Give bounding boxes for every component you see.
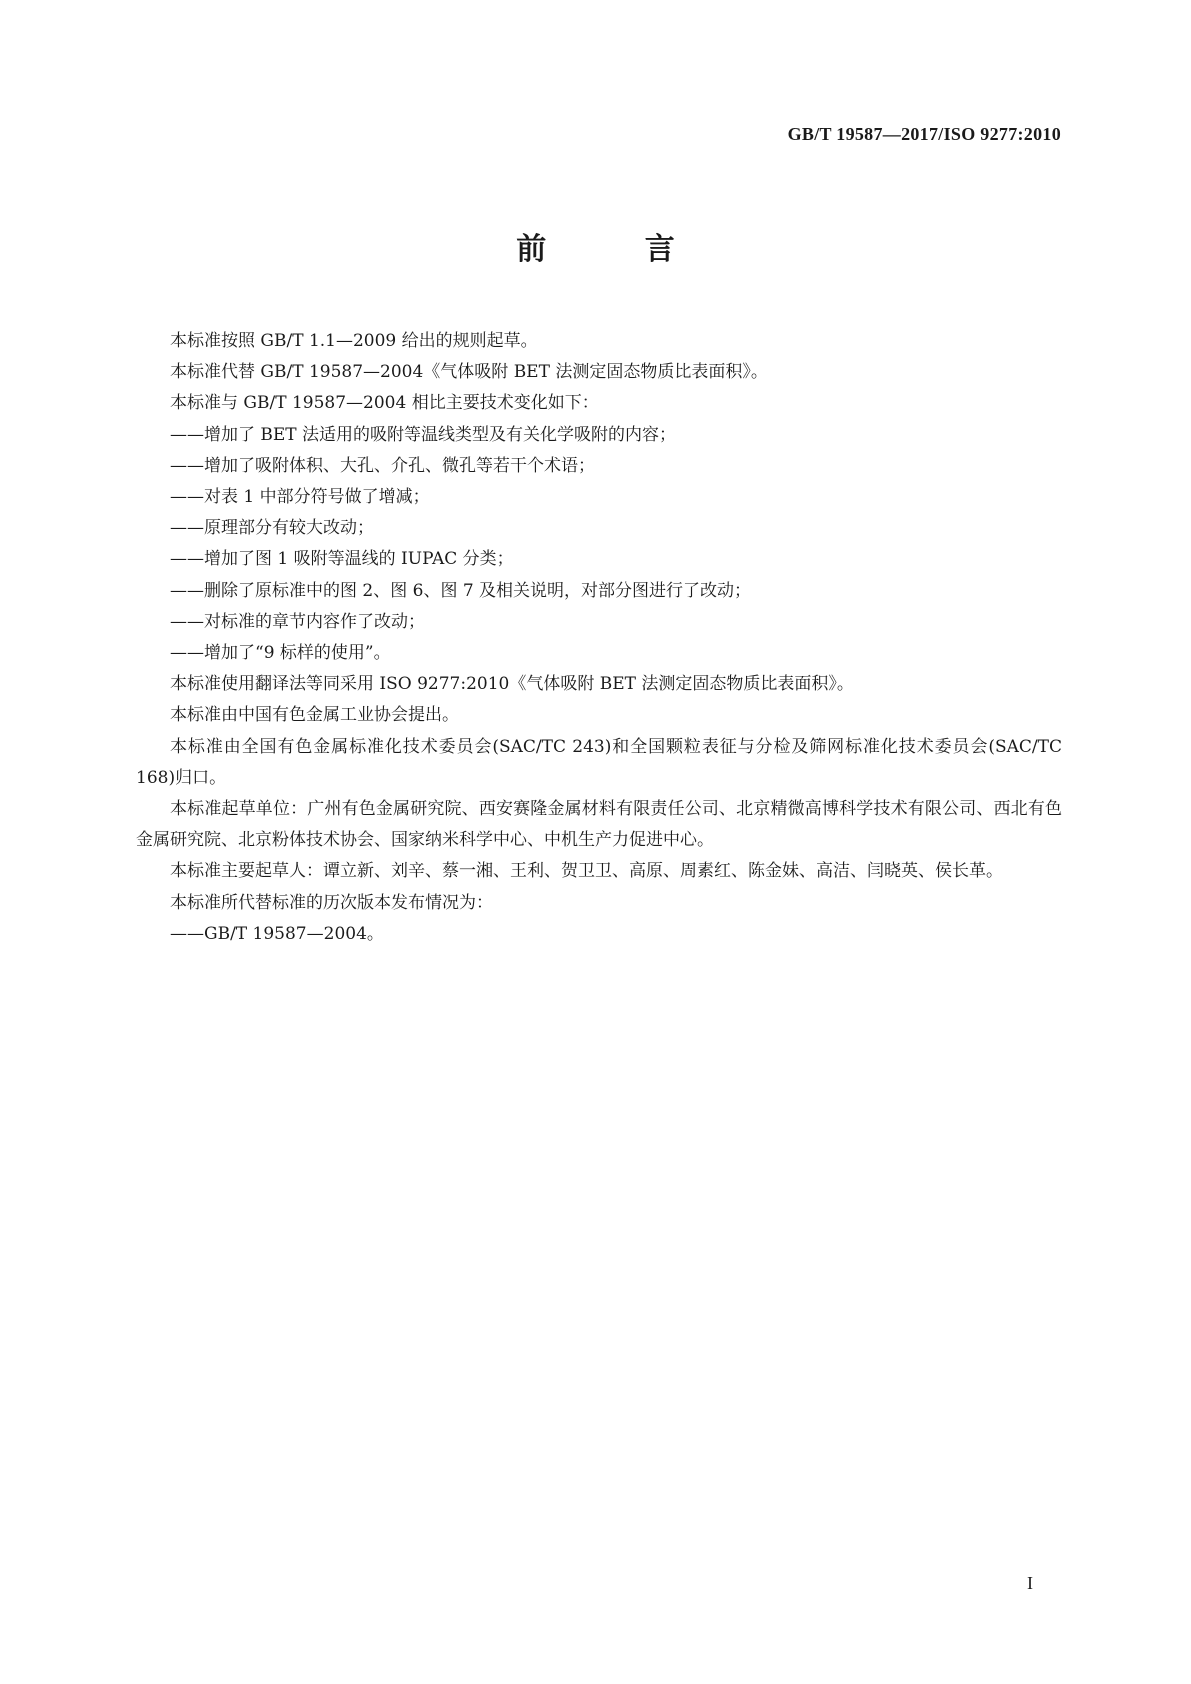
page-number: I (1027, 1573, 1033, 1593)
change-item: ——增加了吸附体积、大孔、介孔、微孔等若干个术语； (170, 455, 595, 476)
standard-code: GB/T 19587—2017/ISO 9277:2010 (787, 124, 1061, 144)
paragraph-responsible-committee: 本标准由全国有色金属标准化技术委员会(SAC/TC 243)和全国颗粒表征与分检及筛网标准化技术委员会(SAC/TC 168)归口。 (136, 736, 1062, 788)
page-title: 前 言 (516, 232, 719, 267)
change-item: ——增加了“9 标样的使用”。 (170, 643, 391, 664)
change-item: ——删除了原标准中的图 2、图 6、图 7 及相关说明，对部分图进行了改动； (170, 580, 752, 601)
change-item: ——增加了 BET 法适用的吸附等温线类型及有关化学吸附的内容； (170, 424, 677, 445)
history-item: ——GB/T 19587—2004。 (170, 923, 384, 944)
paragraph-drafters: 本标准主要起草人：谭立新、刘辛、蔡一湘、王利、贺卫卫、高原、周素红、陈金妹、高洁、闫晓英、侯长革。 (170, 861, 1003, 882)
change-item: ——增加了图 1 吸附等温线的 IUPAC 分类； (170, 549, 514, 570)
paragraph-changes-intro: 本标准与 GB/T 19587—2004 相比主要技术变化如下： (170, 393, 599, 414)
paragraph-proposer: 本标准由中国有色金属工业协会提出。 (170, 705, 459, 726)
change-item: ——对标准的章节内容作了改动； (170, 611, 425, 632)
paragraph-drafting-rules: 本标准按照 GB/T 1.1—2009 给出的规则起草。 (170, 331, 538, 351)
change-item: ——对表 1 中部分符号做了增减； (170, 487, 430, 508)
foreword-body (136, 326, 1062, 950)
paragraph-adoption: 本标准使用翻译法等同采用 ISO 9277:2010《气体吸附 BET 法测定固态物质比表面积》。 (170, 674, 854, 695)
change-item: ——原理部分有较大改动； (170, 518, 374, 539)
paragraph-replaces: 本标准代替 GB/T 19587—2004《气体吸附 BET 法测定固态物质比表面积》。 (170, 362, 768, 383)
paragraph-history-intro: 本标准所代替标准的历次版本发布情况为： (170, 892, 493, 913)
paragraph-drafting-units: 本标准起草单位：广州有色金属研究院、西安赛隆金属材料有限责任公司、北京精微高博科学技术有限公司、西北有色金属研究院、北京粉体技术协会、国家纳米科学中心、中机生产力促进中心。 (136, 799, 1062, 851)
